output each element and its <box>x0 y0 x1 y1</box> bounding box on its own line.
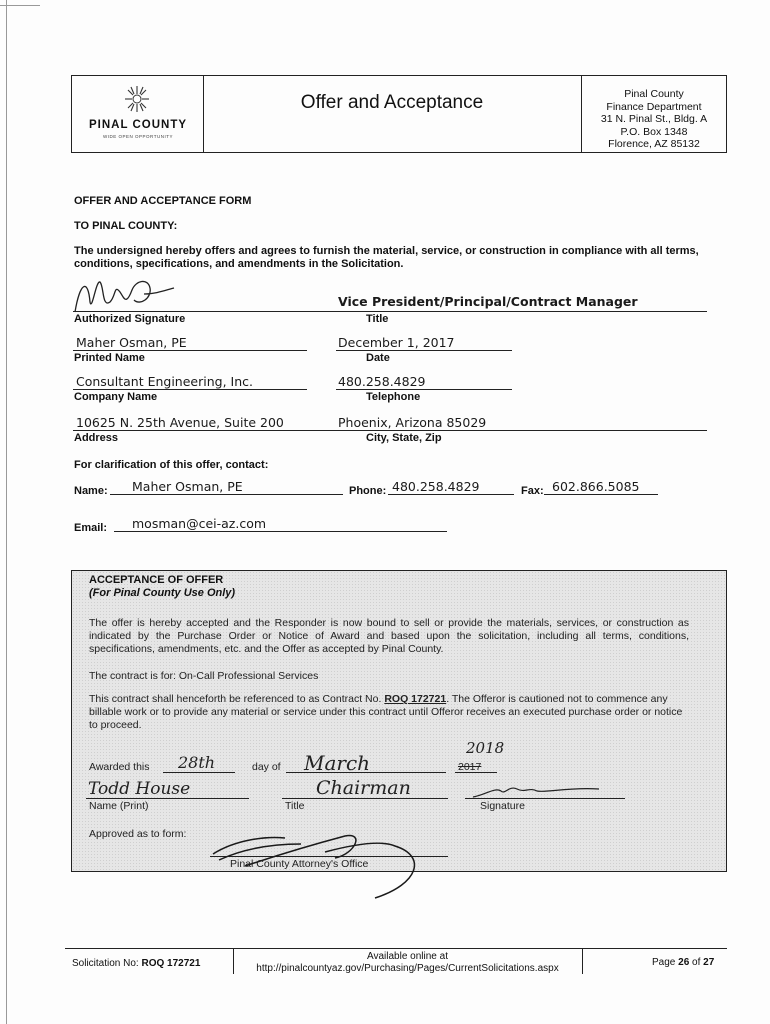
page-total: 27 <box>703 957 715 968</box>
contact-fax-rule <box>544 494 658 495</box>
solicitation-label: Solicitation No: <box>72 958 139 969</box>
address-value: 10625 N. 25th Avenue, Suite 200 <box>76 415 284 430</box>
logo-name: PINAL COUNTY <box>88 119 188 131</box>
title-label: Title <box>366 313 389 325</box>
signature-label: Signature <box>480 800 525 812</box>
awarded-day-handwritten: 28th <box>178 753 216 772</box>
contract-number-paragraph <box>89 693 689 732</box>
logo-cell <box>72 76 204 152</box>
address-line: Florence, AZ 85132 <box>608 138 700 150</box>
footer-divider <box>582 948 583 974</box>
signature-rule <box>465 798 625 799</box>
contract-number: ROQ 172721 <box>384 693 447 705</box>
address-line: Pinal County <box>624 88 684 100</box>
company-name-value: Consultant Engineering, Inc. <box>76 374 253 389</box>
name-print-label: Name (Print) <box>89 800 149 812</box>
page-label: Page <box>652 957 676 968</box>
contact-heading: For clarification of this offer, contact: <box>74 459 269 471</box>
acceptance-title-label: Title <box>285 800 305 812</box>
printed-name-rule <box>73 350 307 351</box>
address-line: P.O. Box 1348 <box>620 125 688 138</box>
contact-phone-rule <box>388 494 514 495</box>
contact-fax-label: Fax: <box>521 485 544 497</box>
company-name-label: Company Name <box>74 391 158 403</box>
available-online: Available online at <box>367 951 448 962</box>
handwritten-year: 2018 <box>466 739 505 757</box>
contact-email-value: mosman@cei-az.com <box>132 516 267 531</box>
contract-for-line <box>89 670 318 683</box>
contract-for-value: On-Call Professional Services <box>178 670 319 682</box>
to-line: TO PINAL COUNTY: <box>74 220 178 232</box>
contract-for-label: The contract is for: <box>89 670 176 682</box>
telephone-rule <box>336 389 512 390</box>
page-title: Offer and Acceptance <box>300 92 484 113</box>
logo-tagline: WIDE OPEN OPPORTUNITY <box>103 134 173 139</box>
address-line: Finance Department <box>606 100 702 113</box>
date-rule <box>336 350 512 351</box>
offer-intro: The undersigned hereby offers and agrees to furnish the material, service, or construction in compliance with all terms, conditions, specifications, and amendments in the Solicitation. <box>74 245 699 270</box>
contact-phone-label: Phone: <box>349 485 387 497</box>
contact-name-value: Maher Osman, PE <box>132 479 243 494</box>
telephone-label: Telephone <box>366 391 421 403</box>
header-box <box>71 75 727 153</box>
page-of-label: of <box>692 957 701 968</box>
date-label: Date <box>366 352 390 364</box>
name-print-rule <box>86 798 249 799</box>
authorized-signature-label: Authorized Signature <box>74 313 186 325</box>
solicitation-number <box>72 958 200 969</box>
acceptance-title-rule <box>282 798 448 799</box>
scan-edge-line <box>6 0 7 1024</box>
contract-caution-text: . The Offeror is cautioned not to commence any billable work or to provide any material or service under this contract until Offeror receives an executed purchase order or notice to proceed. <box>89 693 683 731</box>
awarded-month-rule <box>286 772 446 773</box>
contact-name-label: Name: <box>74 485 108 497</box>
form-heading: OFFER AND ACCEPTANCE FORM <box>74 195 252 207</box>
solicitation-value: ROQ 172721 <box>141 958 201 969</box>
name-print-handwritten: Todd House <box>88 779 191 799</box>
date-value: December 1, 2017 <box>338 335 455 350</box>
acceptance-subheading: (For Pinal County Use Only) <box>89 587 236 599</box>
address-line: 31 N. Pinal St., Bldg. A <box>600 113 708 125</box>
scan-edge-line <box>0 5 40 6</box>
acceptance-paragraph: The offer is hereby accepted and the Responder is now bound to sell or provide the materials, services, or construction as indicated by the Purchase Order or Notice of Award and based upon the solicitation, including all terms, conditions, specifications, amendments, etc. and the Offer as accepted by Pinal County. <box>89 617 689 655</box>
contact-phone-value: 480.258.4829 <box>392 479 480 494</box>
printed-name-label: Printed Name <box>74 352 145 364</box>
acceptance-heading: ACCEPTANCE OF OFFER <box>89 574 224 586</box>
contact-email-rule <box>114 531 447 532</box>
company-name-rule <box>73 389 307 390</box>
contact-name-rule <box>110 494 343 495</box>
approved-as-to-form-label: Approved as to form: <box>89 828 187 840</box>
page-number <box>652 957 714 968</box>
authorized-signature-scribble <box>70 272 180 316</box>
city-label: City, State, Zip <box>366 432 442 444</box>
telephone-value: 480.258.4829 <box>338 374 426 389</box>
address-label: Address <box>74 432 119 444</box>
printed-name-value: Maher Osman, PE <box>76 335 187 350</box>
printed-year: 2017 <box>458 761 482 773</box>
awarded-label: Awarded this <box>89 761 150 773</box>
awarded-day-rule <box>163 772 235 773</box>
signature-title-rule <box>73 311 707 312</box>
solicitations-url[interactable]: http://pinalcountyaz.gov/Purchasing/Pages/CurrentSolicitations.aspx <box>256 963 559 974</box>
city-value: Phoenix, Arizona 85029 <box>338 415 487 430</box>
footer-rule <box>65 948 727 949</box>
awarded-month-handwritten: March <box>304 751 371 775</box>
year-rule <box>455 772 497 773</box>
county-address-cell <box>581 76 726 152</box>
title-value: Vice President/Principal/Contract Manager <box>338 294 638 309</box>
contact-email-label: Email: <box>74 522 108 534</box>
contact-fax-value: 602.866.5085 <box>552 479 640 494</box>
page-current: 26 <box>678 957 690 968</box>
day-of-label: day of <box>252 761 281 773</box>
title-handwritten: Chairman <box>316 777 411 799</box>
attorney-office-label: Pinal County Attorney's Office <box>230 858 369 870</box>
attorney-signature-scribble <box>205 826 435 906</box>
address-rule <box>73 430 707 431</box>
pinal-county-sun-logo-icon <box>120 84 154 114</box>
contract-ref-text: This contract shall henceforth be referenced to as Contract No. <box>89 693 382 705</box>
